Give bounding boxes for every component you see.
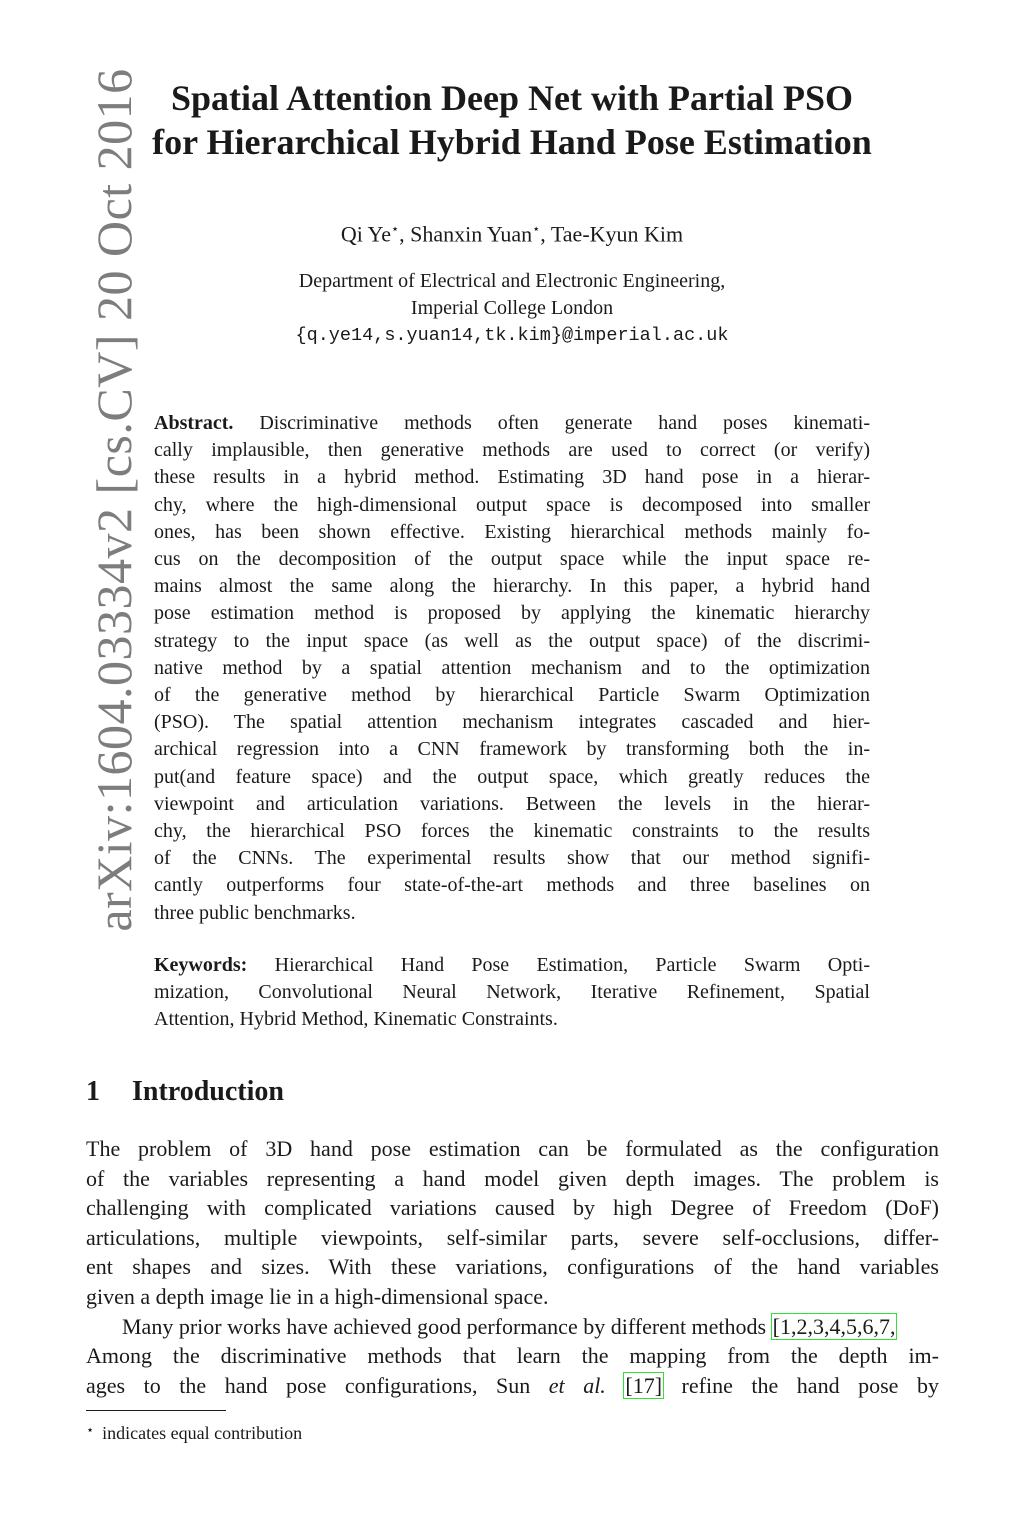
abstract-line: Abstract. Discriminative methods often generate hand poses kinemati- xyxy=(154,412,871,434)
keywords-label: Keywords: xyxy=(154,954,248,976)
abstract-line: of the generative method by hierarchical Particle Swarm Optimization xyxy=(154,684,870,707)
author-list: Qi Ye⋆, Shanxin Yuan⋆, Tae-Kyun Kim xyxy=(340,221,684,247)
paper-title xyxy=(90,76,934,164)
affiliation xyxy=(90,268,934,349)
abstract-line: ones, has been shown effective. Existing hierarchical methods mainly fo- xyxy=(154,520,870,543)
section-number: 1 xyxy=(86,1076,100,1107)
intro-line: Among the discriminative methods that learn the mapping from the depth im- xyxy=(86,1343,939,1369)
equal-contribution-mark: ⋆ xyxy=(532,221,541,236)
abstract-line: pose estimation method is proposed by applying the kinematic hierarchy xyxy=(154,602,870,625)
et-al: et al. xyxy=(548,1372,606,1398)
footnote-rule xyxy=(86,1410,226,1411)
intro-line: articulations, multiple viewpoints, self-similar parts, severe self-occlusions, differ- xyxy=(86,1224,939,1250)
abstract-line: (PSO). The spatial attention mechanism integrates cascaded and hier- xyxy=(154,711,870,734)
intro-line: challenging with complicated variations caused by high Degree of Freedom (DoF) xyxy=(86,1195,939,1221)
footnote-text: indicates equal contribution xyxy=(102,1423,303,1443)
equal-contribution-mark: ⋆ xyxy=(390,221,400,236)
author-name: Shanxin Yuan xyxy=(410,221,533,247)
author-name: Qi Ye xyxy=(340,221,391,247)
abstract-line: these results in a hybrid method. Estimating 3D hand pose in a hierar- xyxy=(154,466,870,489)
footnote-mark: ⋆ xyxy=(86,1422,95,1437)
footnote xyxy=(86,1418,302,1445)
intro-line: The problem of 3D hand pose estimation can be formulated as the configuration xyxy=(86,1136,939,1161)
abstract-line: archical regression into a CNN framework by transforming both the in- xyxy=(154,738,870,761)
abstract-line: viewpoint and articulation variations. Between the levels in the hierar- xyxy=(154,792,870,815)
abstract-line: native method by a spatial attention mechanism and to the optimization xyxy=(154,656,870,679)
abstract-line: strategy to the input space (as well as the output space) of the discrimi- xyxy=(154,629,870,652)
intro-line: ages to the hand pose configurations, Sun et al. [17] refine the hand pose by xyxy=(86,1372,939,1398)
intro-line: Many prior works have achieved good performance by different methods [1,2,3,4,5,6,7, xyxy=(122,1313,896,1339)
citation-link[interactable]: [17] xyxy=(625,1372,663,1398)
author-name: Tae-Kyun Kim xyxy=(550,221,684,247)
affiliation-department: Department of Electrical and Electronic Engineering, xyxy=(298,270,726,292)
arxiv-identifier: arXiv:1604.03334v2 [cs.CV] 20 Oct 2016 xyxy=(86,68,142,932)
introduction-body xyxy=(86,1134,939,1400)
abstract-line: put(and feature space) and the output space, which greatly reduces the xyxy=(154,765,870,788)
author-emails: {q.ye14,s.yuan14,tk.kim}@imperial.ac.uk xyxy=(295,325,729,346)
section-heading xyxy=(86,1074,284,1110)
intro-line: of the variables representing a hand model given depth images. The problem is xyxy=(86,1165,939,1191)
abstract-line: cally implausible, then generative methods are used to correct (or verify) xyxy=(154,439,870,462)
abstract xyxy=(154,410,870,927)
title-line-1: Spatial Attention Deep Net with Partial PSO xyxy=(171,78,853,118)
citation-link[interactable]: [1,2,3,4,5,6,7, xyxy=(772,1313,896,1339)
abstract-label: Abstract. xyxy=(154,412,234,434)
section-title: Introduction xyxy=(132,1076,284,1107)
keywords xyxy=(154,952,870,1034)
abstract-line: cus on the decomposition of the output space while the input space re- xyxy=(154,548,870,571)
abstract-line: chy, the hierarchical PSO forces the kinematic constraints to the results xyxy=(154,820,870,843)
abstract-line: mains almost the same along the hierarchy. In this paper, a hybrid hand xyxy=(154,575,870,598)
abstract-line: of the CNNs. The experimental results show that our method signifi- xyxy=(154,847,870,870)
title-line-2: for Hierarchical Hybrid Hand Pose Estimation xyxy=(152,122,872,162)
intro-line: given a depth image lie in a high-dimensional space. xyxy=(86,1283,549,1309)
keywords-line: Attention, Hybrid Method, Kinematic Constraints. xyxy=(154,1008,558,1031)
intro-line: ent shapes and sizes. With these variations, configurations of the hand variables xyxy=(86,1254,939,1280)
abstract-line: three public benchmarks. xyxy=(154,901,356,924)
affiliation-institution: Imperial College London xyxy=(410,297,614,319)
keywords-line: Keywords: Hierarchical Hand Pose Estimation, Particle Swarm Opti- xyxy=(154,954,871,976)
abstract-line: chy, where the high-dimensional output space is decomposed into smaller xyxy=(154,493,870,516)
keywords-line: mization, Convolutional Neural Network, Iterative Refinement, Spatial xyxy=(154,981,870,1004)
abstract-line: cantly outperforms four state-of-the-art methods and three baselines on xyxy=(154,874,870,897)
